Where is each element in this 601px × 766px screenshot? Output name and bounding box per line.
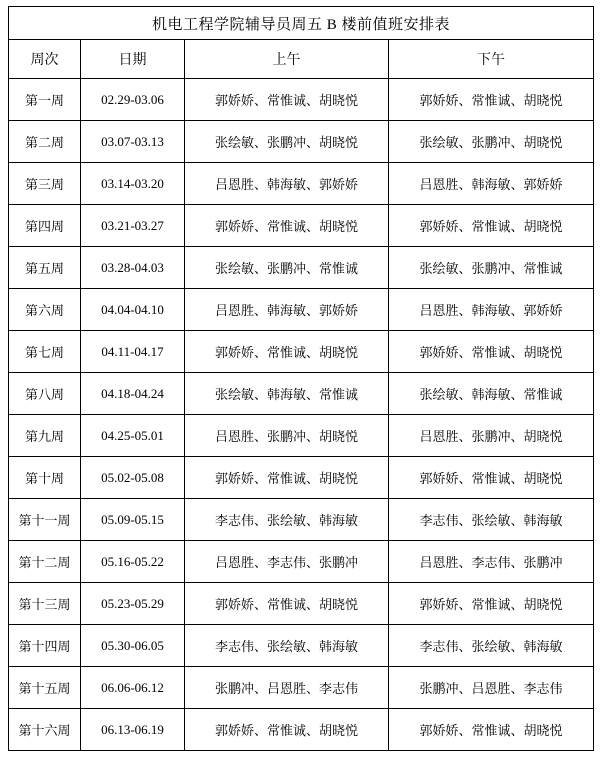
cell-week: 第十四周 [9, 625, 81, 667]
cell-week: 第五周 [9, 247, 81, 289]
cell-week: 第四周 [9, 205, 81, 247]
table-row [9, 499, 594, 541]
cell-week: 第八周 [9, 373, 81, 415]
cell-morning: 吕恩胜、张鹏冲、胡晓悦 [185, 415, 389, 457]
cell-date: 05.30-06.05 [81, 625, 185, 667]
table-row [9, 247, 594, 289]
cell-afternoon: 郭娇娇、常惟诚、胡晓悦 [389, 205, 594, 247]
table-row [9, 709, 594, 751]
cell-week: 第九周 [9, 415, 81, 457]
table-row [9, 205, 594, 247]
cell-afternoon: 郭娇娇、常惟诚、胡晓悦 [389, 331, 594, 373]
cell-afternoon: 郭娇娇、常惟诚、胡晓悦 [389, 457, 594, 499]
column-header-week: 周次 [9, 40, 81, 79]
cell-date: 03.21-03.27 [81, 205, 185, 247]
cell-afternoon: 吕恩胜、韩海敏、郭娇娇 [389, 289, 594, 331]
cell-afternoon: 张绘敏、张鹏冲、胡晓悦 [389, 121, 594, 163]
cell-week: 第十五周 [9, 667, 81, 709]
cell-afternoon: 吕恩胜、韩海敏、郭娇娇 [389, 163, 594, 205]
table-row [9, 667, 594, 709]
cell-date: 03.07-03.13 [81, 121, 185, 163]
cell-morning: 郭娇娇、常惟诚、胡晓悦 [185, 205, 389, 247]
table-row [9, 541, 594, 583]
cell-morning: 李志伟、张绘敏、韩海敏 [185, 499, 389, 541]
cell-week: 第七周 [9, 331, 81, 373]
cell-afternoon: 张绘敏、张鹏冲、常惟诚 [389, 247, 594, 289]
table-row [9, 79, 594, 121]
cell-date: 04.04-04.10 [81, 289, 185, 331]
cell-morning: 张绘敏、张鹏冲、常惟诚 [185, 247, 389, 289]
cell-week: 第一周 [9, 79, 81, 121]
column-header-morning: 上午 [185, 40, 389, 79]
cell-morning: 吕恩胜、韩海敏、郭娇娇 [185, 289, 389, 331]
table-row [9, 331, 594, 373]
cell-week: 第三周 [9, 163, 81, 205]
table-row [9, 121, 594, 163]
cell-week: 第二周 [9, 121, 81, 163]
cell-morning: 李志伟、张绘敏、韩海敏 [185, 625, 389, 667]
cell-week: 第十六周 [9, 709, 81, 751]
page-title: 机电工程学院辅导员周五 B 楼前值班安排表 [9, 7, 594, 40]
cell-morning: 郭娇娇、常惟诚、胡晓悦 [185, 79, 389, 121]
cell-afternoon: 李志伟、张绘敏、韩海敏 [389, 625, 594, 667]
cell-date: 04.25-05.01 [81, 415, 185, 457]
cell-date: 03.14-03.20 [81, 163, 185, 205]
table-row [9, 415, 594, 457]
cell-morning: 吕恩胜、李志伟、张鹏冲 [185, 541, 389, 583]
cell-date: 04.11-04.17 [81, 331, 185, 373]
cell-afternoon: 张绘敏、韩海敏、常惟诚 [389, 373, 594, 415]
cell-date: 06.06-06.12 [81, 667, 185, 709]
cell-morning: 张鹏冲、吕恩胜、李志伟 [185, 667, 389, 709]
column-header-afternoon: 下午 [389, 40, 594, 79]
cell-week: 第六周 [9, 289, 81, 331]
cell-afternoon: 吕恩胜、张鹏冲、胡晓悦 [389, 415, 594, 457]
cell-week: 第十周 [9, 457, 81, 499]
cell-afternoon: 郭娇娇、常惟诚、胡晓悦 [389, 709, 594, 751]
cell-morning: 吕恩胜、韩海敏、郭娇娇 [185, 163, 389, 205]
table-row [9, 457, 594, 499]
column-header-date: 日期 [81, 40, 185, 79]
cell-date: 02.29-03.06 [81, 79, 185, 121]
table-row [9, 583, 594, 625]
cell-date: 05.16-05.22 [81, 541, 185, 583]
table-row [9, 373, 594, 415]
table-row [9, 163, 594, 205]
cell-date: 06.13-06.19 [81, 709, 185, 751]
table-title-row [9, 7, 594, 40]
cell-morning: 郭娇娇、常惟诚、胡晓悦 [185, 457, 389, 499]
cell-date: 05.23-05.29 [81, 583, 185, 625]
cell-week: 第十二周 [9, 541, 81, 583]
cell-date: 04.18-04.24 [81, 373, 185, 415]
cell-morning: 郭娇娇、常惟诚、胡晓悦 [185, 331, 389, 373]
cell-date: 05.02-05.08 [81, 457, 185, 499]
table-row [9, 289, 594, 331]
cell-morning: 郭娇娇、常惟诚、胡晓悦 [185, 583, 389, 625]
cell-week: 第十一周 [9, 499, 81, 541]
cell-afternoon: 吕恩胜、李志伟、张鹏冲 [389, 541, 594, 583]
duty-schedule-table [8, 6, 594, 751]
cell-date: 05.09-05.15 [81, 499, 185, 541]
cell-afternoon: 郭娇娇、常惟诚、胡晓悦 [389, 79, 594, 121]
cell-date: 03.28-04.03 [81, 247, 185, 289]
cell-morning: 张绘敏、张鹏冲、胡晓悦 [185, 121, 389, 163]
cell-week: 第十三周 [9, 583, 81, 625]
table-header-row [9, 40, 594, 79]
cell-morning: 郭娇娇、常惟诚、胡晓悦 [185, 709, 389, 751]
cell-morning: 张绘敏、韩海敏、常惟诚 [185, 373, 389, 415]
cell-afternoon: 张鹏冲、吕恩胜、李志伟 [389, 667, 594, 709]
cell-afternoon: 郭娇娇、常惟诚、胡晓悦 [389, 583, 594, 625]
cell-afternoon: 李志伟、张绘敏、韩海敏 [389, 499, 594, 541]
table-row [9, 625, 594, 667]
